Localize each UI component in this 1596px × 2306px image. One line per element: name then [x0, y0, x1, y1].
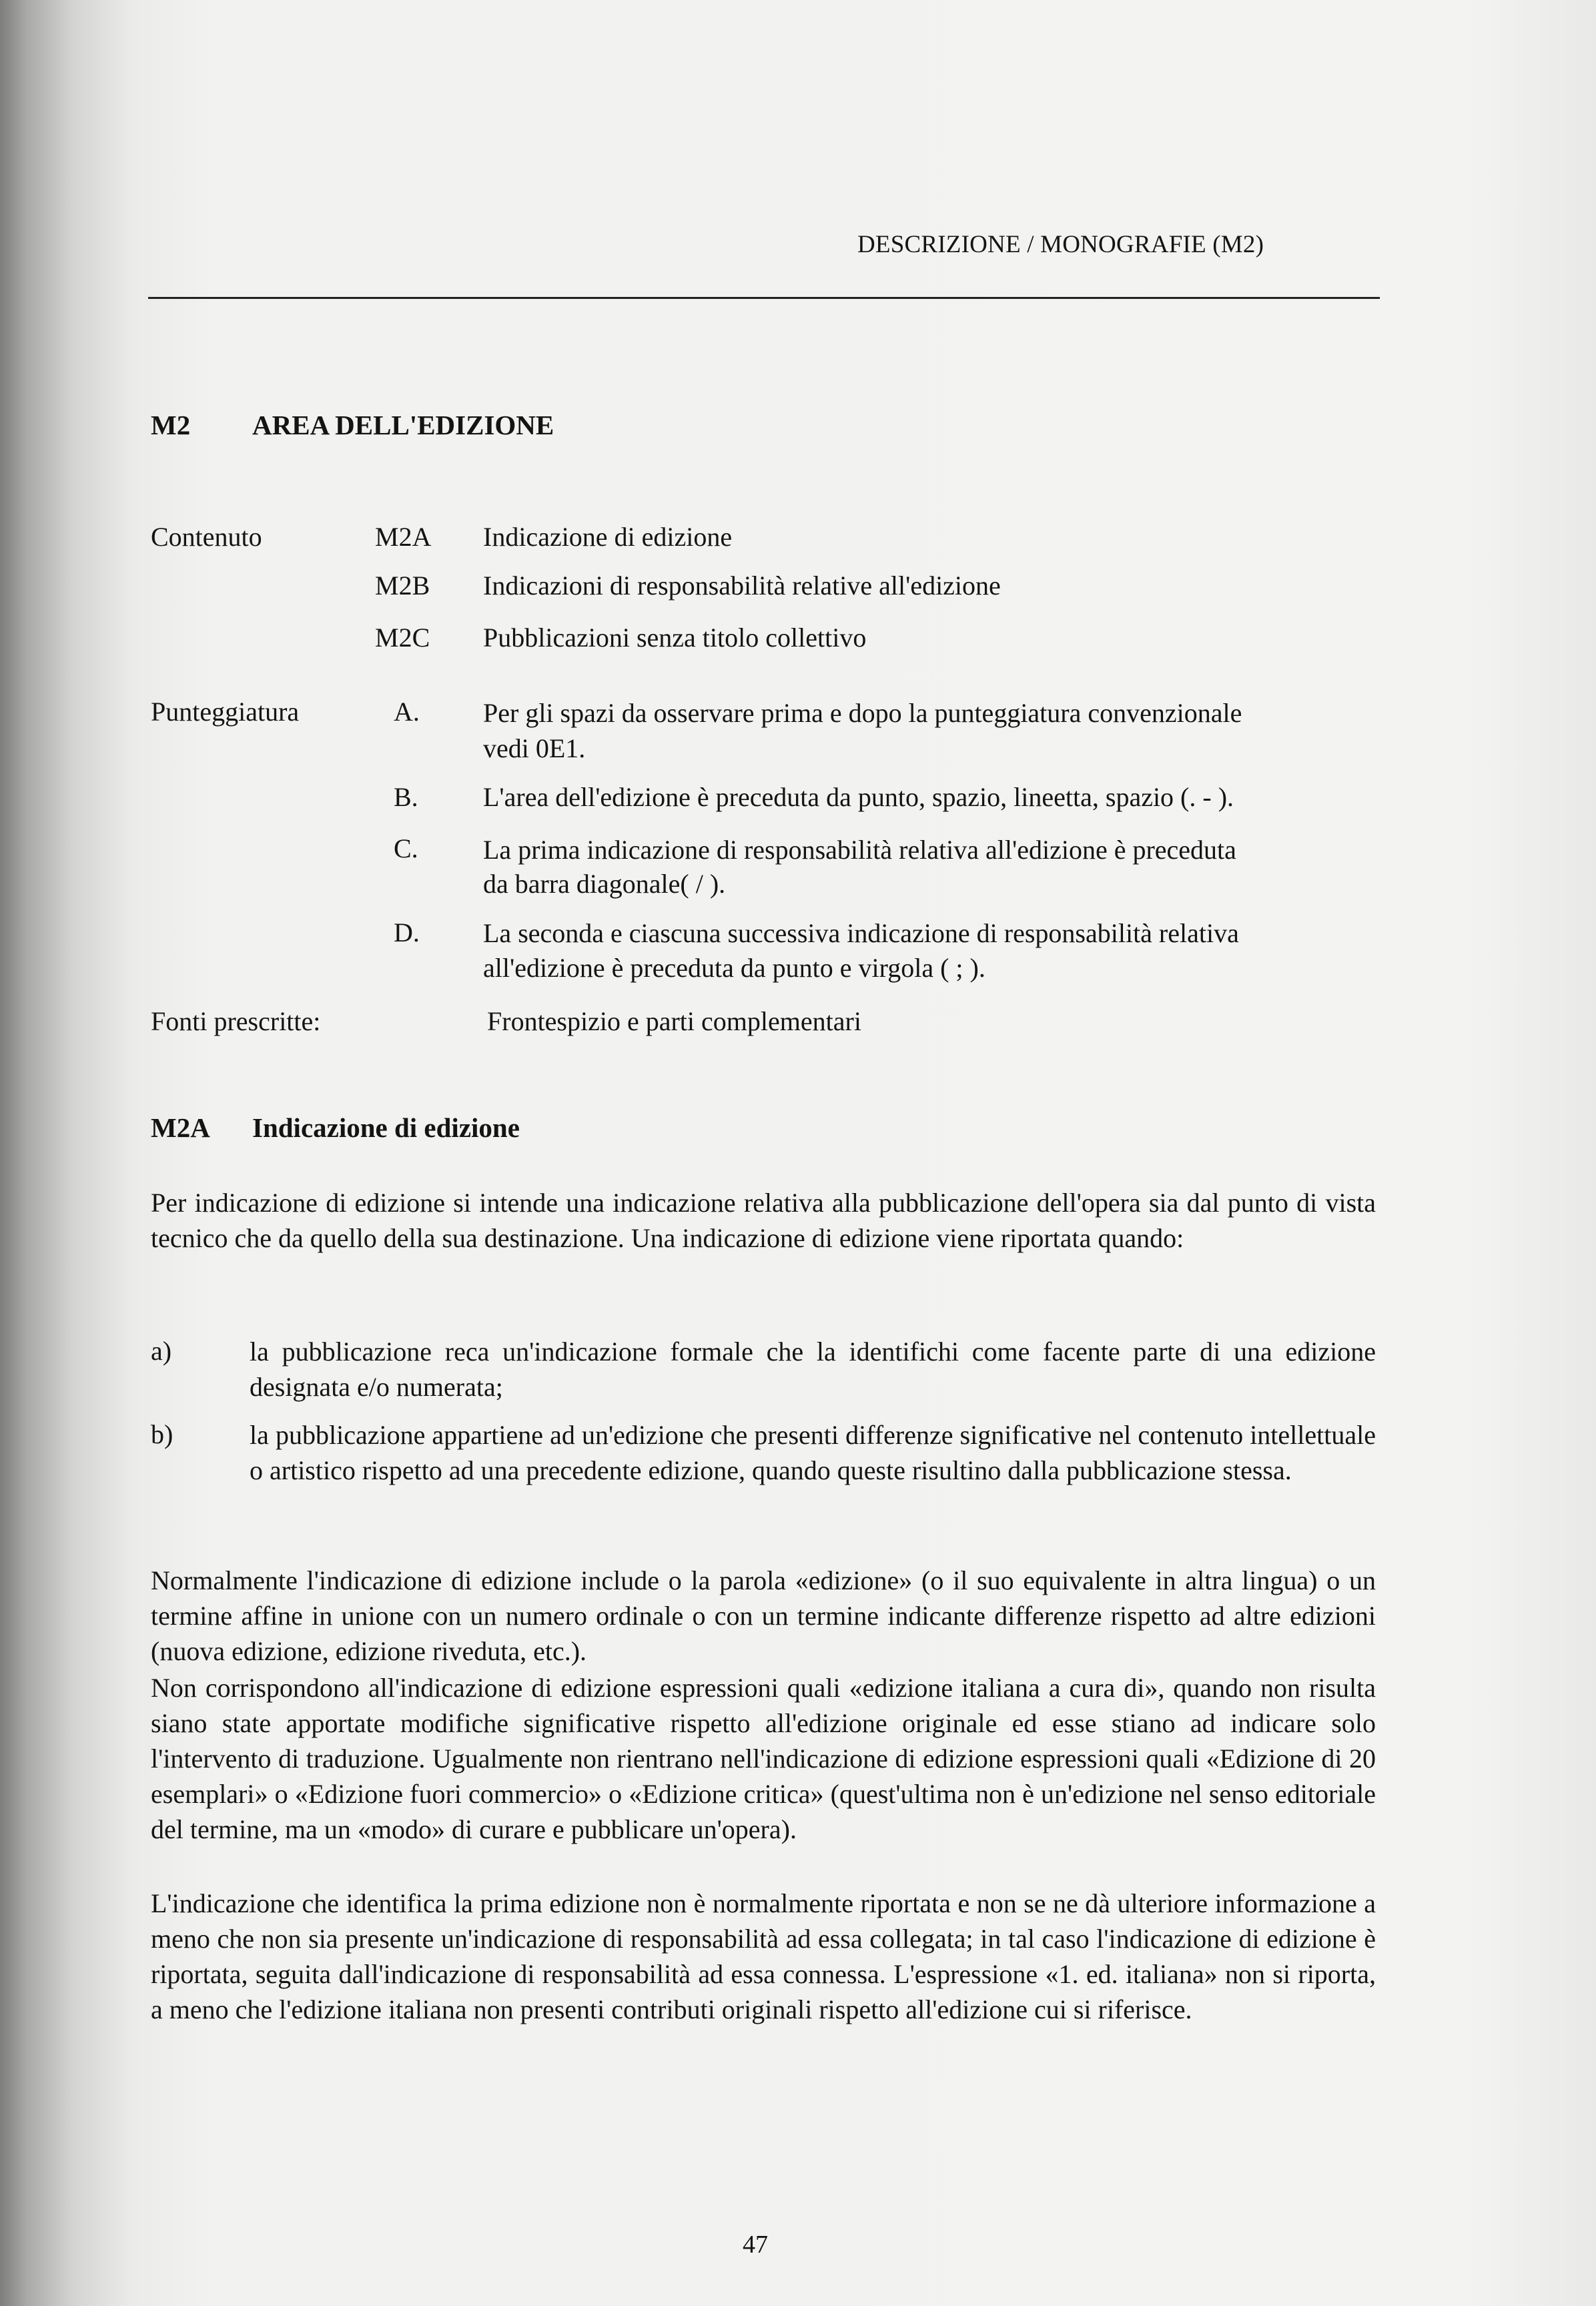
running-head: DESCRIZIONE / MONOGRAFIE (M2)	[857, 231, 1264, 258]
condition-marker-a: a)	[151, 1336, 172, 1366]
condition-text-a: la pubblicazione reca un'indicazione formale che la identifichi come facente parte di una edizione designata e/o numerata;	[250, 1336, 1376, 1402]
paragraph-non-edition: Non corrispondono all'indicazione di edizione espressioni quali «edizione italiana a cura di», quando non risulta siano state apportate modifiche significative rispetto all'edizione originale ed esse stiano ad indicare solo l'intervento di traduzione. Ugualmente non rientrano nell'indicazione di edizione espressioni quali «Edizione di 20 esemplari» o «Edizione fuori commercio» o «Edizione critica» (quest'ultima non è un'edizione nel senso editoriale del termine, ma un «modo» di curare e pubblicare un'opera).	[151, 1673, 1376, 1844]
punctuation-b-line-1: L'area dell'edizione è preceduta da punto, spazio, lineetta, spazio (. - ).	[483, 782, 1234, 812]
punctuation-letter-a: A.	[394, 697, 420, 727]
punctuation-c-line-2: da barra diagonale( / ).	[483, 869, 726, 899]
condition-text-b: la pubblicazione appartiene ad un'edizione che presenti differenze significative nel contenuto intellettuale o artistico rispetto ad una precedente edizione, quando queste risultino dalla pubblicazione stessa.	[250, 1420, 1376, 1485]
paragraph-edition-terms: Normalmente l'indicazione di edizione include o la parola «edizione» (o il suo equivalente in altra lingua) o un termine affine in unione con un numero ordinale o con un termine indicante differenze rispetto ad altre edizioni (nuova edizione, edizione riveduta, etc.).	[151, 1565, 1376, 1666]
punctuation-a-line-2: vedi 0E1.	[483, 733, 586, 763]
punctuation-a-line-1: Per gli spazi da osservare prima e dopo la punteggiatura convenzionale	[483, 698, 1242, 728]
contents-text-1: Indicazione di edizione	[483, 522, 733, 552]
paragraph-first-edition: L'indicazione che identifica la prima edizione non è normalmente riportata e non se ne dà ulteriore informazione a meno che non sia presente un'indicazione di responsabilità ad essa collegata; in tal caso l'indicazione di edizione è riportata, seguita dall'indicazione di responsabilità ad essa connessa. L'espressione «1. ed. italiana» non si riporta, a meno che l'edizione italiana non presenti contributi originali rispetto all'edizione cui si riferisce.	[151, 1888, 1376, 2024]
condition-marker-b: b)	[151, 1419, 173, 1449]
punctuation-letter-d: D.	[394, 917, 420, 947]
punctuation-c-line-1: La prima indicazione di responsabilità relativa all'edizione è preceduta	[483, 835, 1236, 865]
contents-code-2: M2B	[375, 570, 430, 601]
contents-label: Contenuto	[151, 522, 262, 552]
punctuation-d-line-2: all'edizione è preceduta da punto e virgola ( ; ).	[483, 953, 985, 983]
punctuation-letter-b: B.	[394, 782, 418, 812]
page-number: 47	[743, 2231, 768, 2259]
subsection-title: Indicazione di edizione	[252, 1112, 520, 1143]
subsection-code: M2A	[151, 1112, 210, 1143]
contents-text-2: Indicazioni di responsabilità relative all'edizione	[483, 570, 1001, 601]
punctuation-letter-c: C.	[394, 833, 418, 863]
punctuation-label: Punteggiatura	[151, 697, 300, 727]
intro-paragraph: Per indicazione di edizione si intende una indicazione relativa alla pubblicazione dell'opera sia dal punto di vista tecnico che da quello della sua destinazione. Una indicazione di edizione viene riportata quando:	[151, 1188, 1376, 1253]
header-rule	[148, 297, 1380, 299]
section-code: M2	[151, 410, 191, 440]
punctuation-d-line-1: La seconda e ciascuna successiva indicazione di responsabilità relativa	[483, 918, 1239, 948]
sources-label: Fonti prescritte:	[151, 1006, 321, 1036]
contents-code-1: M2A	[375, 522, 432, 552]
contents-code-3: M2C	[375, 623, 430, 653]
sources-value: Frontespizio e parti complementari	[487, 1006, 861, 1036]
section-title: AREA DELL'EDIZIONE	[252, 410, 554, 440]
contents-text-3: Pubblicazioni senza titolo collettivo	[483, 623, 867, 653]
